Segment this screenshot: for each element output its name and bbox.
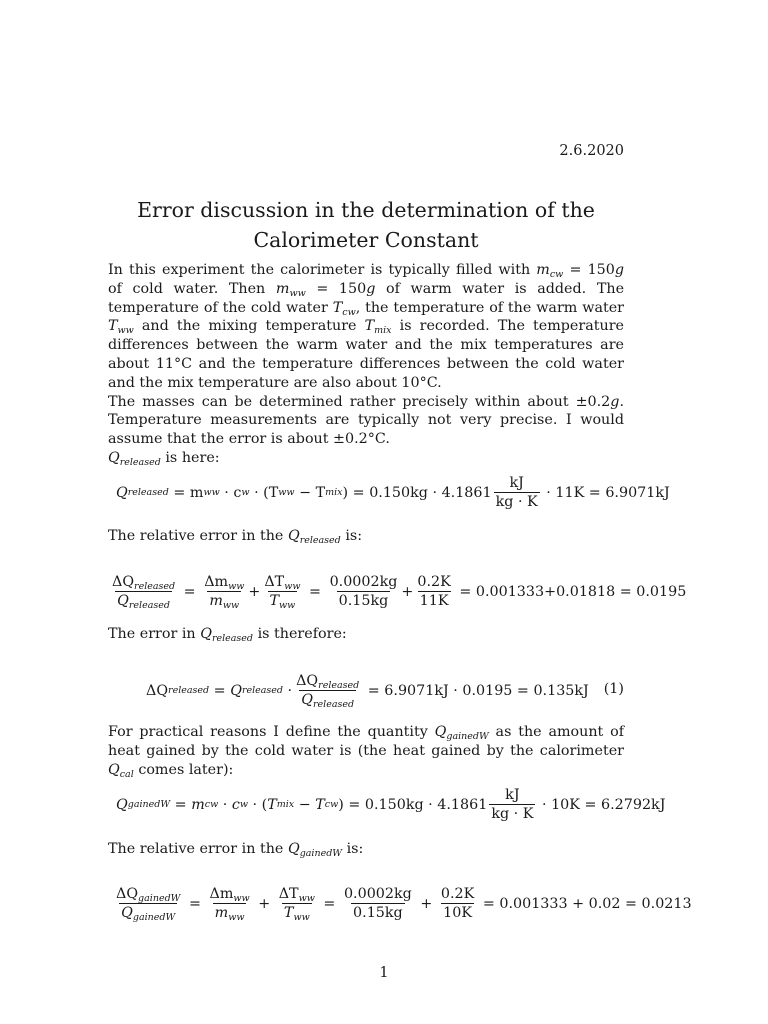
intro-paragraph: In this experiment the calorimeter is typically filled with $m_{cw} = 150g$ of cold water. Then $m_{ww} = 150g$ of warm water is added. The temperature of the cold water $T_{cw}$, the temperature of the warm water $T_{ww}$ and the mixing temperature $T_{mix}$ is recorded. The temperature differences between the warm water and the mix temperatures are about 11°C and the temperature differences between the cold water and the mix temperature are also about 10°C. The masses can be determined rather precisely within about ±0.2g. Temperature measurements are typically not very precise. I would assume that the error is about ±0.2°C. $Q_{released}$ is here: (108, 262, 625, 468)
page-number: 1 (379, 965, 389, 981)
equation-relative-error-released: $\frac{\Delta Q_{released}}{Q_{released}}$ = $\frac{\Delta m_{ww}}{m_{ww}}$ + $\frac{\Delta T_{ww}}{T_{ww}}$ = $\frac{0.0002kg}{0.15kg}$ + $\frac{0.2K}{11K}$ = 0.001333+0.01818 = 0.0195 (112, 574, 687, 611)
practical-paragraph: For practical reasons I define the quantity $Q_{gainedW}$ as the amount of heat gained by the cold water is (the heat gained by the calorimeter $Q_{cal}$ comes later): (108, 724, 624, 780)
equation-q-released: Q released = m ww · c w · (T ww − T mix ) = 0.150kg · 4.1861 $\frac{kJ}{kg \cdot K}$ · 11K = 6.9071kJ (116, 475, 670, 510)
equation-number: (1) (603, 681, 624, 697)
equation-q-gained: Q gainedW = m cw · c w · ( T mix − T cw ) = 0.150kg · 4.1861 $\frac{kJ}{kg \cdot K}$ · 10K = 6.2792kJ (116, 787, 666, 822)
document-date: 2.6.2020 (559, 143, 624, 159)
relative-error-gained-text: The relative error in the $Q_{gainedW}$ is: (108, 841, 364, 859)
fraction: $\frac{kJ}{kg \cdot K}$ (495, 475, 538, 510)
document-title: Error discussion in the determination of the Calorimeter Constant (137, 198, 595, 252)
relative-error-released-text: The relative error in the $Q_{released}$ is: (108, 528, 363, 546)
equation-error-released: ΔQ released = Q released · $\frac{\Delta Q_{released}}{Q_{released}}$ = 6.9071kJ · 0.0195 = 0.135kJ (146, 673, 589, 710)
equation-relative-error-gained: $\frac{\Delta Q_{gainedW}}{Q_{gainedW}}$ = $\frac{\Delta m_{ww}}{m_{ww}}$ + $\frac{\Delta T_{ww}}{T_{ww}}$ = $\frac{0.0002kg}{0.15kg}$ + $\frac{0.2K}{10K}$ = 0.001333 + 0.02 = 0.0213 (116, 886, 692, 923)
error-released-text: The error in $Q_{released}$ is therefore: (108, 626, 347, 644)
